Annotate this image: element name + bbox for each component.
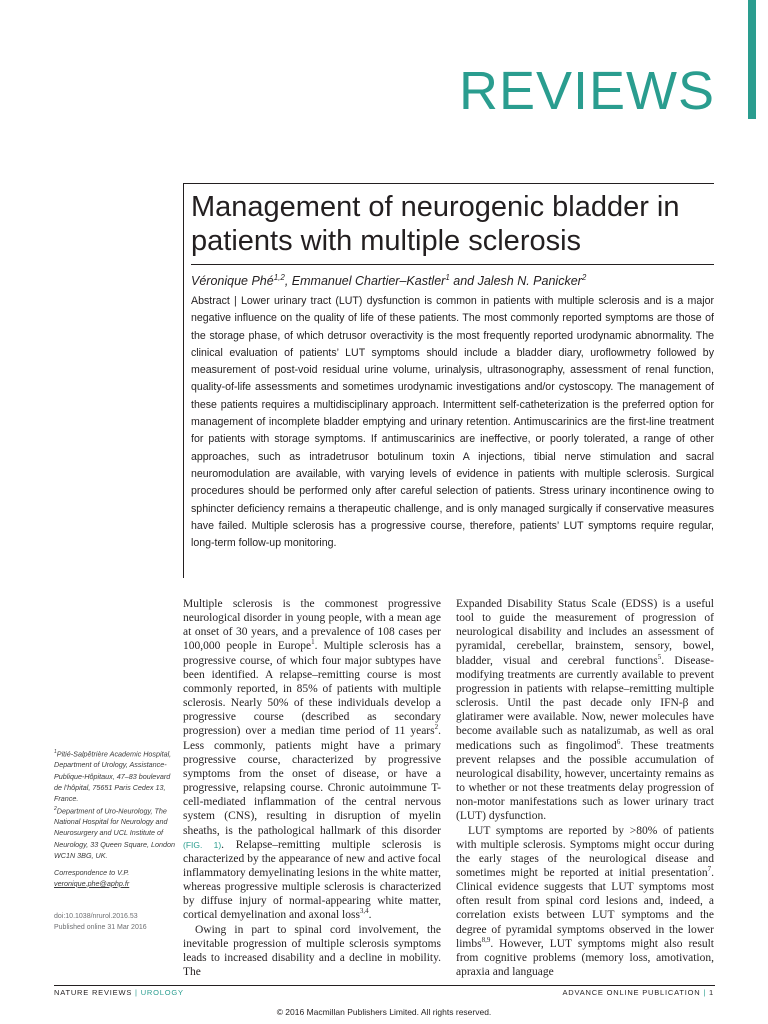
author-name: Emmanuel Chartier–Kastler — [291, 274, 446, 289]
copyright-notice: © 2016 Macmillan Publishers Limited. All rights reserved. — [276, 1007, 492, 1017]
affiliations-note — [54, 747, 176, 889]
citation-ref[interactable]: 1 — [311, 638, 315, 647]
figure-ref-link[interactable]: (FIG. 1) — [183, 839, 222, 850]
body-paragraph: Multiple sclerosis is the commonest progressive neurological disorder in young people, with a mean age at onset of 30 years, and a prevalence of 108 cases per 100,000 people in Europe$^1$. Multiple sclerosis has a progressive course, of which four major subtypes have been identified. A relapse–remitting course is most commonly reported, in 85% of patients with multiple sclerosis. Nearly 50% of these individuals develop a progressive course (described as secondary progression) over a median time period of 11 years$^2$. Less commonly, patients might have a primary progressive course, characterized by progressive symptoms from the onset of disease, or have a progressive, relapsing course. Chronic autoimmune T-cell-mediated inflammation of the central nervous system (CNS), resulting in disruption of myelin sheaths, is the pathological hallmark of this disorder (FIG. 1). Relapse–remitting multiple sclerosis is characterized by the appearance of new and active focal inflammatory demyelinating lesions in the white matter, whereas progressive multiple sclerosis is characterized by diffuse injury of normal-appearing white matter, cortical demyelination and axonal loss$^{3,4}$. — [183, 598, 442, 922]
author-affiliation: 1 — [445, 273, 450, 282]
body-paragraph: LUT symptoms are reported by >80% of patients with multiple sclerosis. Symptoms might occur during the early stages of the neurological disease and sometimes might be reported at initial presentation$^7$. Clinical evidence suggests that LUT symptoms most often result from spinal cord lesions and, indeed, a correlation exists between LUT symptoms and the degree of pyramidal symptoms observed in the lower limbs$^{8,9}$. However, LUT symptoms might also result from cognitive problems (memory loss, amotivation, apraxia and language — [456, 824, 714, 979]
affiliation-text: Department of Uro-Neurology, The National Hospital for Neurology and Neurosurgery and UCL Institute of Neurology, 33 Queen Square, London WC1N 3BG, UK. — [54, 806, 175, 860]
affiliation-marker: 2 — [54, 805, 57, 812]
title-left-rule — [183, 183, 184, 578]
abstract-text: Lower urinary tract (LUT) dysfunction is common in patients with multiple sclerosis and is a major negative influence on the quality of life of these patients. The most commonly reported symptoms are those of the storage phase, of which detrusor overactivity is the most frequently reported urodynamic abnormality. The clinical evaluation of patients’ LUT symptoms should include a bladder diary, uroflowmetry followed by measurement of post-void residual urine volume, urinalysis, ultrasonography, assessment of renal function, quality-of-life assessments and sometimes urodynamic investigations and/or cystoscopy. The management of these patients requires a multidisciplinary approach. Intermittent self-catheterization is the preferred option for management of incomplete bladder emptying and urinary retention. Antimuscarinics are the first-line treatment for patients with storage symptoms. If antimuscarinics are ineffective, or poorly tolerated, a range of other approaches, such as intradetrusor botulinum toxin A injections, tibial nerve stimulation and sacral neuromodulation are available, with varying levels of evidence in patients with multiple sclerosis. Surgical procedures should be performed only after careful selection of patients. Stress urinary incontinence owing to sphincter deficiency remains a therapeutic challenge, and is only managed surgically if conservative measures have failed. Multiple sclerosis has a progressive course, therefore, patients’ LUT symptoms require regular, long-term follow-up monitoring. — [191, 295, 714, 550]
citation-ref[interactable]: 2 — [434, 723, 439, 732]
body-paragraph: Owing in part to spinal cord involvement, the inevitable progression of multiple sclerosis symptoms leads to increased disability and a decline in mobility. The — [183, 923, 441, 979]
affiliation-text: Pitié-Salpêtrière Academic Hospital, Department of Urology, Assistance-Publique-Hôpitaux, 47–83 boulevard de l’hôpital, 75651 Paris Cedex 13, France. — [54, 749, 172, 803]
authors-rule — [191, 264, 714, 265]
footer-separator: | — [703, 988, 707, 997]
doi: doi:10.1038/nrurol.2016.53 — [54, 913, 138, 920]
citation-ref[interactable]: 8,9 — [481, 935, 491, 944]
body-column-left — [183, 597, 441, 979]
title-top-rule — [183, 183, 714, 184]
footer-journal — [54, 988, 184, 997]
author-name: Jalesh N. Panicker — [477, 274, 582, 289]
section-heading: REVIEWS — [458, 61, 715, 121]
correspondence: Correspondence to V.P. — [54, 867, 130, 877]
abstract-label: Abstract | — [191, 295, 241, 307]
citation-ref[interactable]: 6 — [616, 737, 621, 746]
footer-rule — [54, 985, 715, 986]
citation-ref[interactable]: 7 — [707, 865, 712, 874]
citation-ref[interactable]: 5 — [657, 652, 662, 661]
author-list: Véronique Phé$^{1,2}$, Emmanuel Chartier–Kastler$^1$ and Jalesh N. Panicker$^2$ — [191, 273, 587, 289]
citation-ref[interactable]: 3,4 — [359, 907, 369, 916]
journal-subject: UROLOGY — [140, 988, 184, 997]
body-column-right — [456, 597, 714, 979]
brand-accent-bar — [748, 0, 756, 119]
affiliation — [54, 804, 176, 861]
abstract — [191, 293, 714, 552]
published-date: Published online 31 Mar 2016 — [54, 924, 147, 931]
correspondence-email-link[interactable]: veronique.phe@aphp.fr — [54, 878, 130, 888]
publication-info — [54, 911, 179, 933]
affiliation-marker: 1 — [54, 749, 57, 755]
journal-name: NATURE REVIEWS — [54, 988, 133, 997]
page-number: 1 — [709, 988, 714, 997]
footer-separator: | — [135, 988, 138, 997]
body-paragraph: Expanded Disability Status Scale (EDSS) is a useful tool to guide the measurement of progression of neurological disability and includes an assessment of pyramidal, cerebellar, brainstem, sensory, bowel, bladder, visual and cerebral functions$^5$. Disease-modifying treatments are currently available to prevent progression in patients with relapse–remitting multiple sclerosis. Until the past decade only IFN-β and glatiramer were available. Now, newer molecules have become available such as natalizumab, as well as oral medications such as fingolimod$^6$. These treatments prevent relapses and the possible accumulation of neurological disability, however, uncertainty remains as to whether or not these treatments delay progression of non-motor manifestations such as lower urinary tract (LUT) dysfunction. — [456, 598, 714, 823]
article-title: Management of neurogenic bladder in patients with multiple sclerosis — [191, 191, 680, 257]
author-name: Véronique Phé — [191, 274, 274, 289]
affiliation — [54, 747, 176, 804]
author-affiliation: 1,2 — [273, 273, 285, 282]
author-affiliation: 2 — [581, 273, 587, 282]
footer-publication — [562, 988, 714, 997]
publication-status: ADVANCE ONLINE PUBLICATION — [562, 988, 701, 997]
